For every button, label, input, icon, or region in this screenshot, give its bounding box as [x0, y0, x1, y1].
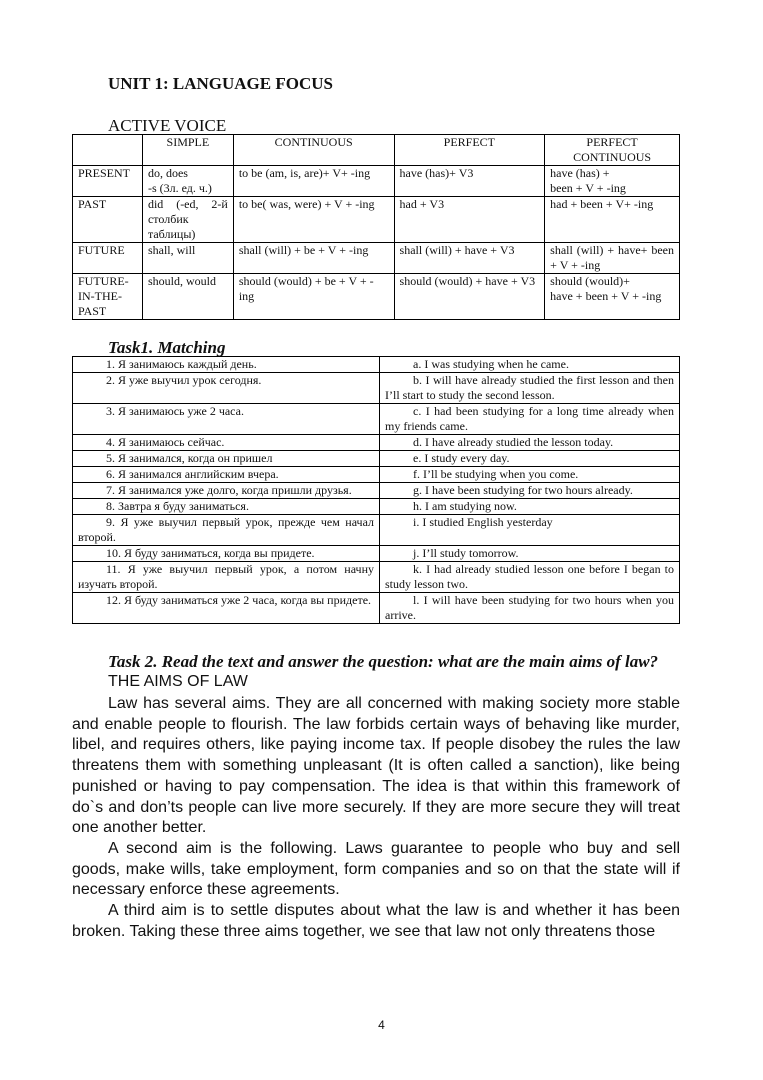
perfect-continuous-cell: had + been + V+ -ing	[545, 197, 680, 243]
perfect-continuous-cell: should (would)+ have + been + V + -ing	[545, 274, 680, 320]
matching-row	[73, 357, 680, 373]
matching-row	[73, 483, 680, 499]
tense-table-header-row	[73, 135, 680, 166]
tense-row-past	[73, 197, 680, 243]
tense-name: FUTURE	[73, 243, 143, 274]
continuous-cell: to be( was, were) + V + -ing	[233, 197, 394, 243]
matching-row	[73, 467, 680, 483]
english-sentence: h. I am studying now.	[380, 499, 680, 515]
russian-sentence: 5. Я занимался, когда он пришел	[73, 451, 380, 467]
page-number: 4	[378, 1018, 385, 1032]
header-simple: SIMPLE	[142, 135, 233, 166]
tense-name: PRESENT	[73, 166, 143, 197]
perfect-continuous-cell: have (has) + been + V + -ing	[545, 166, 680, 197]
english-sentence: j. I’ll study tomorrow.	[380, 546, 680, 562]
russian-sentence: 9. Я уже выучил первый урок, прежде чем начал второй.	[73, 515, 380, 546]
matching-row	[73, 404, 680, 435]
paragraph: A second aim is the following. Laws guarantee to people who buy and sell goods, make wills, take employment, form companies and so on that the state will if necessary enforce these agreements.	[72, 839, 680, 899]
simple-cell: did (-ed, 2-й столбик таблицы)	[142, 197, 233, 243]
english-sentence: c. I had been studying for a long time already when my friends came.	[380, 404, 680, 435]
matching-row	[73, 546, 680, 562]
matching-row	[73, 562, 680, 593]
tense-name: FUTURE-IN-THE-PAST	[73, 274, 143, 320]
simple-cell: shall, will	[142, 243, 233, 274]
matching-table	[72, 356, 680, 624]
tense-name: PAST	[73, 197, 143, 243]
active-voice-heading: ACTIVE VOICE	[108, 116, 227, 135]
perfect-continuous-cell: shall (will) + have+ been + V + -ing	[545, 243, 680, 274]
matching-row	[73, 499, 680, 515]
continuous-cell: shall (will) + be + V + -ing	[233, 243, 394, 274]
russian-sentence: 3. Я занимаюсь уже 2 часа.	[73, 404, 380, 435]
tense-table	[72, 134, 680, 320]
perfect-cell: shall (will) + have + V3	[394, 243, 545, 274]
russian-sentence: 1. Я занимаюсь каждый день.	[73, 357, 380, 373]
english-sentence: a. I was studying when he came.	[380, 357, 680, 373]
header-perfect: PERFECT	[394, 135, 545, 166]
russian-sentence: 7. Я занимался уже долго, когда пришли друзья.	[73, 483, 380, 499]
english-sentence: b. I will have already studied the first lesson and then I’ll start to study the second lesson.	[380, 373, 680, 404]
header-perfect-continuous: PERFECT CONTINUOUS	[545, 135, 680, 166]
russian-sentence: 10. Я буду заниматься, когда вы придете.	[73, 546, 380, 562]
russian-sentence: 8. Завтра я буду заниматься.	[73, 499, 380, 515]
english-sentence: f. I’ll be studying when you come.	[380, 467, 680, 483]
tense-row-future-in-the-past	[73, 274, 680, 320]
matching-row	[73, 451, 680, 467]
tense-row-future	[73, 243, 680, 274]
article-body	[72, 694, 680, 942]
matching-row	[73, 373, 680, 404]
matching-row	[73, 515, 680, 546]
simple-cell: should, would	[142, 274, 233, 320]
russian-sentence: 2. Я уже выучил урок сегодня.	[73, 373, 380, 404]
russian-sentence: 11. Я уже выучил первый урок, а потом начну изучать второй.	[73, 562, 380, 593]
russian-sentence: 12. Я буду заниматься уже 2 часа, когда вы придете.	[73, 593, 380, 624]
task1-title: Task1. Matching	[108, 338, 226, 357]
header-continuous: CONTINUOUS	[233, 135, 394, 166]
english-sentence: l. I will have been studying for two hours when you arrive.	[380, 593, 680, 624]
english-sentence: i. I studied English yesterday	[380, 515, 680, 546]
simple-cell: do, does -s (3л. ед. ч.)	[142, 166, 233, 197]
paragraph: Law has several aims. They are all concerned with making society more stable and enable people to flourish. The law forbids certain ways of behaving like murder, libel, and requires others, like paying income tax. If people disobey the rules the law threatens them with something unpleasant (It is often called a sanction), like being punished or having to pay compensation. The idea is that within this framework of do`s and don’ts people can live more securely. If they are more secure they will treat one another better.	[72, 695, 680, 837]
perfect-cell: had + V3	[394, 197, 545, 243]
english-sentence: d. I have already studied the lesson today.	[380, 435, 680, 451]
continuous-cell: to be (am, is, are)+ V+ -ing	[233, 166, 394, 197]
task2-title: Task 2. Read the text and answer the question: what are the main aims of law?	[108, 652, 659, 671]
matching-row	[73, 593, 680, 624]
unit-title: UNIT 1: LANGUAGE FOCUS	[108, 74, 333, 93]
english-sentence: g. I have been studying for two hours already.	[380, 483, 680, 499]
english-sentence: e. I study every day.	[380, 451, 680, 467]
russian-sentence: 4. Я занимаюсь сейчас.	[73, 435, 380, 451]
continuous-cell: should (would) + be + V + -ing	[233, 274, 394, 320]
tense-row-present	[73, 166, 680, 197]
perfect-cell: should (would) + have + V3	[394, 274, 545, 320]
aims-of-law-heading: THE AIMS OF LAW	[108, 673, 248, 690]
paragraph: A third aim is to settle disputes about what the law is and whether it has been broken. Taking these three aims together, we see that law not only threatens those	[72, 902, 680, 940]
perfect-cell: have (has)+ V3	[394, 166, 545, 197]
header-empty	[73, 135, 143, 166]
matching-row	[73, 435, 680, 451]
russian-sentence: 6. Я занимался английским вчера.	[73, 467, 380, 483]
english-sentence: k. I had already studied lesson one before I began to study lesson two.	[380, 562, 680, 593]
